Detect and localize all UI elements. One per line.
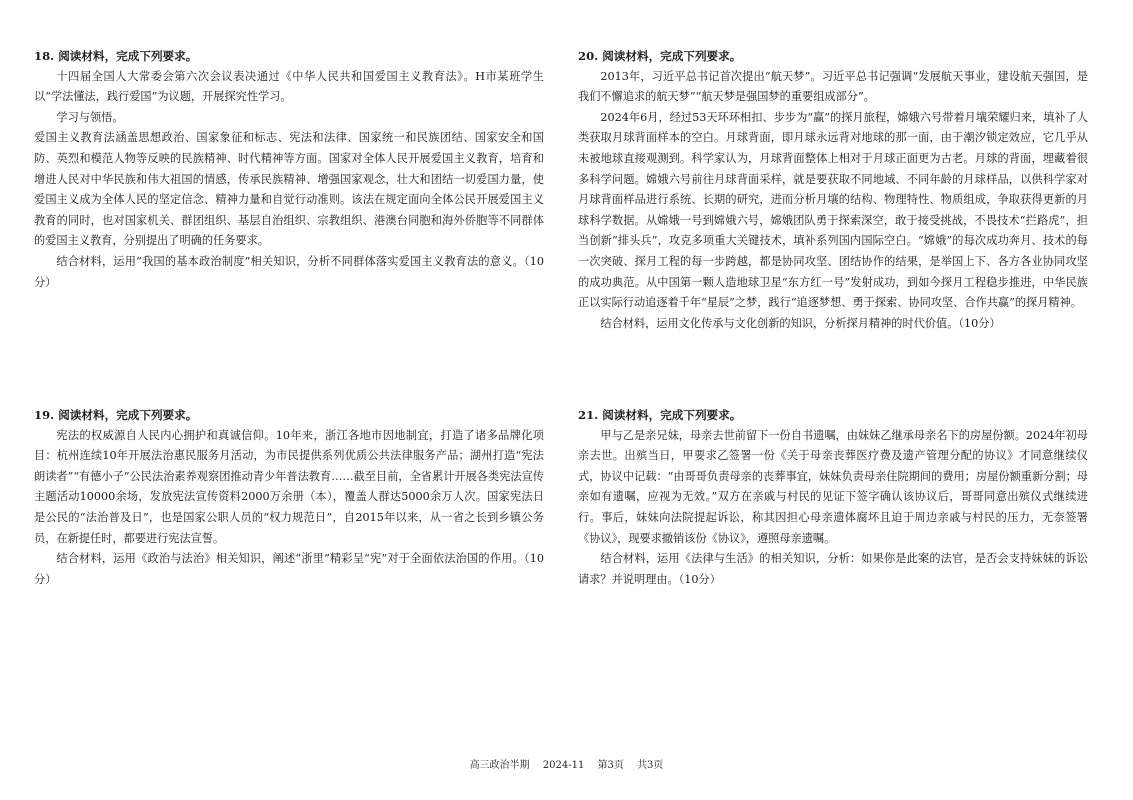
question-title: 19. 阅读材料，完成下列要求。 [34, 408, 198, 422]
footer-page-number: 第3页 [597, 760, 624, 771]
question-requirement: 结合材料，运用“我国的基本政治制度”相关知识，分析不同群体落实爱国主义教育法的意义。（10分） [34, 254, 544, 289]
question-18 [34, 46, 544, 293]
footer-total-pages: 共3页 [637, 760, 664, 771]
material-paragraph: 2024年6月，经过53天环环相扣、步步为“赢”的探月旅程，嫦娥六号带着月壤荣耀归来，填补了人类获取月球背面样本的空白。月球背面，即月球永远背对地球的那一面，由于潮汐锁定效应，它几乎从未被地球直接观测到。科学家认为，月球背面整体上相对于月球正面更为古老。月球的背面，埋藏着很多科学问题。嫦娥六号前往月球背面采样，就是要获取不同地域、不同年龄的月球样品，以供科学家对月球背面样品进行系统、长期的研究，进而分析月壤的结构、物理特性、物质组成，争取获得更新的月球科学数据。从嫦娥一号到嫦娥六号，嫦娥团队勇于探索深空，敢于接受挑战，不畏技术“拦路虎”，担当创新“排头兵”，攻克多项重大关键技术，填补系列国内国际空白。“嫦娥”的每次成功奔月、技术的每一次突破、探月工程的每一步跨越，都是协同攻坚、团结协作的结果，是举国上下、各方各业协同攻坚的成功典范。从中国第一颗人造地球卫星“东方红一号”发射成功，到如今探月工程稳步推进，中华民族正以实际行动追逐着千年“星辰”之梦，践行“追逐梦想、勇于探索、协同攻坚、合作共赢”的探月精神。 [578, 110, 1088, 310]
material-paragraph: 学习与领悟。 [56, 110, 124, 124]
question-20 [578, 46, 1088, 334]
material-paragraph: 爱国主义教育法涵盖思想政治、国家象征和标志、宪法和法律、国家统一和民族团结、国家安全和国防、英烈和模范人物等反映的民族精神、时代精神等方面。国家对全体人民开展爱国主义教育，培育和增进人民对中华民族和伟大祖国的情感，传承民族精神、增强国家观念，壮大和团结一切爱国力量，使爱国主义成为全体人民的坚定信念、精神力量和自觉行动准则。该法在规定面向全体公民开展爱国主义教育的同时，也对国家机关、群团组织、基层自治组织、宗教组织、港澳台同胞和海外侨胞等不同群体的爱国主义教育，分别提出了明确的任务要求。 [34, 131, 544, 248]
page-footer [0, 756, 1133, 771]
material-paragraph: 宪法的权威源自人民内心拥护和真诚信仰。10年来，浙江各地市因地制宜，打造了诸多品牌化项目：杭州连续10年开展法治惠民服务月活动，为市民提供系列优质公共法律服务产品；湖州打造“宪法朗读者”“有德小子”公民法治素养观察团推动青少年普法教育……截至目前，全省累计开展各类宪法宣传主题活动10000余场，发放宪法宣传资料2000万余册（本），覆盖人群达5000余万人次。国家宪法日是公民的“法治普及日”，也是国家公职人员的“权力规范日”，自2015年以来，从一省之长到乡镇公务员，在新提任时，都要进行宪法宣誓。 [34, 428, 544, 545]
material-paragraph: 十四届全国人大常委会第六次会议表决通过《中华人民共和国爱国主义教育法》。H市某班学生以“学法懂法，践行爱国”为议题，开展探究性学习。 [34, 69, 544, 104]
question-requirement: 结合材料，运用《政治与法治》相关知识，阐述“浙里”精彩呈“宪”对于全面依法治国的作用。（10分） [34, 552, 544, 586]
footer-subject: 高三政治半期 [469, 760, 530, 771]
question-title: 21. 阅读材料，完成下列要求。 [578, 408, 742, 422]
footer-date: 2024-11 [542, 760, 585, 771]
question-19 [34, 405, 544, 590]
question-requirement: 结合材料，运用《法律与生活》的相关知识，分析：如果你是此案的法官，是否会支持妹妹的诉讼请求？并说明理由。（10分） [578, 552, 1088, 586]
question-title: 18. 阅读材料，完成下列要求。 [34, 49, 198, 63]
material-paragraph: 甲与乙是亲兄妹，母亲去世前留下一份自书遗嘱，由妹妹乙继承母亲名下的房屋份额。2024年初母亲去世。出殡当日，甲要求乙签署一份《关于母亲丧葬医疗费及遗产管理分配的协议》才同意继续仪式，协议中记载：“由哥哥负责母亲的丧葬事宜，妹妹负责母亲住院期间的费用；房屋份额重新分割；母亲如有遗嘱，应视为无效。”双方在亲戚与村民的见证下签字确认该协议后，哥哥同意出殡仪式继续进行。事后，妹妹向法院提起诉讼，称其因担心母亲遗体腐坏且迫于周边亲戚与村民的压力，无奈签署《协议》，现要求撤销该份《协议》，遵照母亲遗嘱。 [578, 428, 1088, 545]
question-title: 20. 阅读材料，完成下列要求。 [578, 49, 742, 63]
material-paragraph: 2013年，习近平总书记首次提出“航天梦”。习近平总书记强调“发展航天事业，建设航天强国，是我们不懈追求的航天梦”“航天梦是强国梦的重要组成部分”。 [578, 69, 1088, 104]
question-requirement: 结合材料，运用文化传承与文化创新的知识，分析探月精神的时代价值。（10分） [600, 316, 1001, 330]
question-21 [578, 405, 1088, 590]
